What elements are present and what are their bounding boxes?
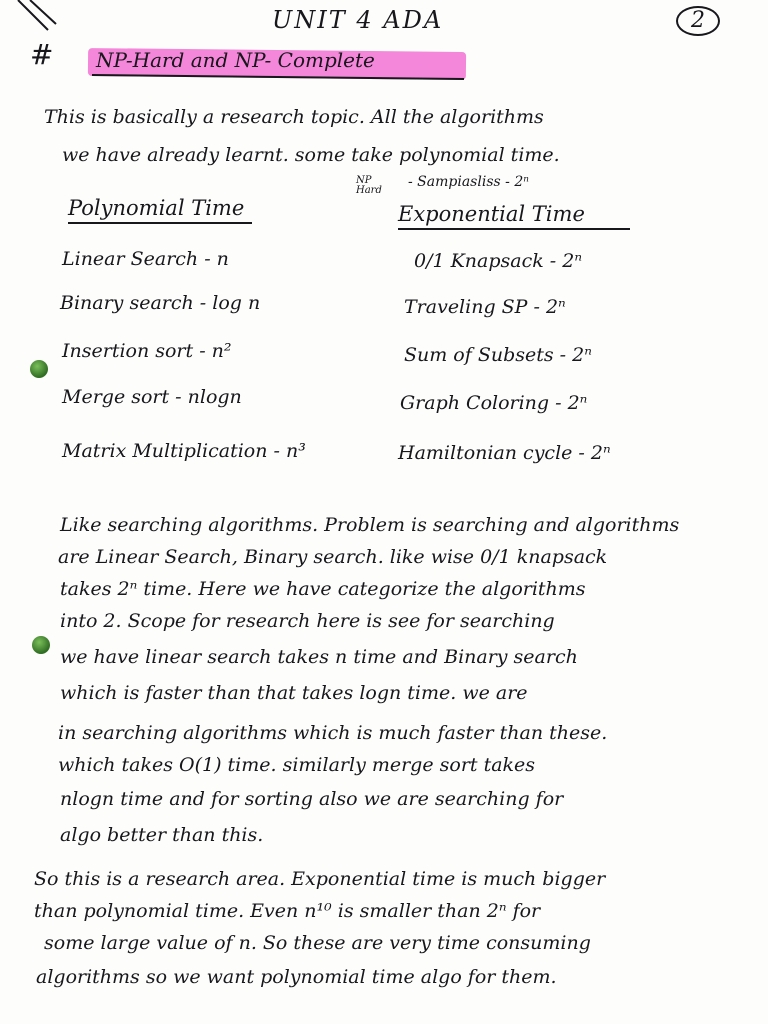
polynomial-heading-underline: [68, 222, 252, 224]
para1-line-1: Like searching algorithms. Problem is searching and algorithms: [60, 514, 680, 536]
intro-line-2: we have already learnt. some take polynomial time.: [62, 144, 560, 166]
exp-item-5: Hamiltonian cycle - 2ⁿ: [398, 442, 611, 464]
poly-item-5: Matrix Multiplication - n³: [62, 440, 306, 462]
para2-line-2: than polynomial time. Even n¹⁰ is smaller than 2ⁿ for: [34, 900, 541, 922]
para1-line-5: we have linear search takes n time and Binary search: [60, 646, 578, 668]
exponential-heading-underline: [398, 228, 630, 230]
para1-line-9: nlogn time and for sorting also we are searching for: [60, 788, 564, 810]
poly-item-4: Merge sort - nlogn: [62, 386, 242, 408]
section-hash: #: [30, 38, 54, 71]
exp-item-4: Graph Coloring - 2ⁿ: [400, 392, 588, 414]
exp-item-1: 0/1 Knapsack - 2ⁿ: [414, 250, 583, 272]
para1-line-10: algo better than this.: [60, 824, 264, 846]
para1-line-4: into 2. Scope for research here is see for searching: [60, 610, 555, 632]
polynomial-heading: Polynomial Time: [68, 196, 245, 220]
para2-line-4: algorithms so we want polynomial time algo for them.: [36, 966, 557, 988]
para1-line-2: are Linear Search, Binary search. like wise 0/1 knapsack: [58, 546, 608, 568]
page-number: 2: [676, 6, 720, 36]
para1-line-3: takes 2ⁿ time. Here we have categorize the algorithms: [60, 578, 586, 600]
exp-item-2: Traveling SP - 2ⁿ: [404, 296, 566, 318]
poly-item-1: Linear Search - n: [62, 248, 229, 270]
intro-line-1: This is basically a research topic. All the algorithms: [44, 106, 544, 128]
np-hard-note: NP Hard: [356, 175, 382, 196]
para2-line-1: So this is a research area. Exponential time is much bigger: [34, 868, 606, 890]
para2-line-3: some large value of n. So these are very time consuming: [44, 932, 591, 954]
para1-line-6: which is faster than that takes logn time. we are: [60, 682, 528, 704]
page-title: UNIT 4 ADA: [272, 6, 444, 34]
poly-item-2: Binary search - log n: [60, 292, 261, 314]
poly-item-3: Insertion sort - n²: [62, 340, 232, 362]
exp-item-3: Sum of Subsets - 2ⁿ: [404, 344, 592, 366]
binder-hole-dot: [30, 360, 48, 378]
np-hard-extra: - Sampiasliss - 2ⁿ: [408, 174, 529, 190]
para1-line-7: in searching algorithms which is much faster than these.: [58, 722, 608, 744]
binder-hole-dot: [32, 636, 50, 654]
para1-line-8: which takes O(1) time. similarly merge sort takes: [58, 754, 536, 776]
section-subtitle: NP-Hard and NP- Complete: [96, 48, 375, 72]
exponential-heading: Exponential Time: [398, 202, 585, 226]
